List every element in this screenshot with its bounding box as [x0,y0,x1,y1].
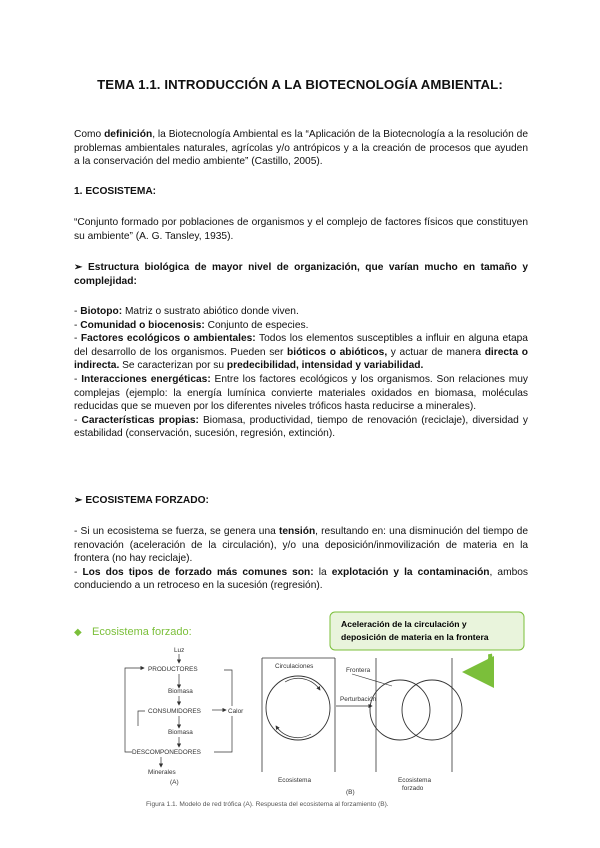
callout-line2: deposición de materia en la frontera [341,632,489,642]
list-item: - Biotopo: Matriz o sustrato abiótico donde viven. [74,306,299,317]
list-item: - Características propias: Biomasa, productividad, tiempo de renovación (reciclaje), diversidad y estabilidad (conservación, sucesión, regresión, extinción). [74,414,528,440]
label-frontera: Frontera [346,667,371,674]
ecosystem-response-diagram [262,658,462,796]
intro-rest: , la Biotecnología Ambiental es la “Aplicación de la Biotecnología a la resolución de problemas ambientales naturales, agrícolas y/o antrópicos y a la creación de procesos que ayuden a la conservación del medio ambiente” (Castillo, 2005). [74,129,528,168]
intro-prefix: Como [74,129,105,140]
label-ecosistema-forzado-2: forzado [402,785,424,792]
label-b: (B) [346,789,355,796]
label-ecosistema: Ecosistema [278,777,312,784]
node-biomasa1: Biomasa [168,688,193,695]
list-item: - Interacciones energéticas: Entre los factores ecológicos y los organismos. Son relaciones muy complejas (ejemplo: la energía lumínica convierte materiales oxidados en biomasa, moléculas reducidas que se mueven por los diferentes niveles tróficos hasta reducirse a minerales). [74,373,528,413]
node-biomasa2: Biomasa [168,729,193,736]
forzado-p2: - Los dos tipos de forzado más comunes son: la explotación y la contaminación, ambos conduciendo a un retroceso en la sucesión (regresión). [74,566,529,592]
ecosystem-figure [0,606,600,848]
node-descomponedores: DESCOMPONEDORES [132,749,201,756]
section1-heading: 1. ECOSISTEMA: [74,186,157,197]
node-productores: PRODUCTORES [148,666,198,673]
bullet-icon: ◆ [74,627,82,638]
label-ecosistema-forzado-1: Ecosistema [398,777,432,784]
circulation-circle [266,676,330,740]
list-item: - Factores ecológicos o ambientales: Todos los elementos susceptibles a influir en alguna etapa del desarrollo de los organismos. Pueden ser bióticos o abióticos, y actuar de manera directa o indirecta. Se caracterizan por su predecibilidad, intensidad y variabilidad. [74,333,528,372]
label-a: (A) [170,779,179,786]
callout-arrow [470,654,490,672]
intro-paragraph [74,128,528,169]
page-title: TEMA 1.1. INTRODUCCIÓN A LA BIOTECNOLOGÍA AMBIENTAL: [97,77,503,92]
node-consumidores: CONSUMIDORES [148,708,201,715]
node-luz: Luz [174,647,185,654]
figure-caption: Figura 1.1. Modelo de red trófica (A). Respuesta del ecosistema al forzamiento (B). [146,801,389,808]
callout-line1: Aceleración de la circulación y [341,619,467,629]
forzado-paragraph [74,525,528,593]
food-web-diagram [125,647,244,786]
label-circulaciones: Circulaciones [275,663,314,670]
node-calor: Calor [228,708,244,715]
structure-heading: ➢ Estructura biológica de mayor nivel de organización, que varían mucho en tamaño y complejidad: [74,262,528,287]
figure-bullet-label: Ecosistema forzado: [92,626,192,638]
callout-box [330,612,524,650]
section1-quote: “Conjunto formado por poblaciones de organismos y el complejo de factores físicos que constituyen su ambiente” (A. G. Tansley, 1935). [74,217,528,242]
list-item: - Comunidad o biocenosis: Conjunto de especies. [74,319,309,331]
figure-svg [0,606,600,848]
forzado-p1: - Si un ecosistema se fuerza, se genera una tensión, resultando en: una disminución del tiempo de renovación (aceleración de la circulación), y/o una deposición/inmovilización de materia en la frontera (no hay reciclaje). [74,526,528,565]
ecosystem-list [74,305,528,441]
node-minerales: Minerales [148,769,176,776]
intro-term: definición [104,129,153,140]
label-perturbacion: Perturbación [340,696,377,703]
forzado-heading: ➢ ECOSISTEMA FORZADO: [74,495,209,506]
